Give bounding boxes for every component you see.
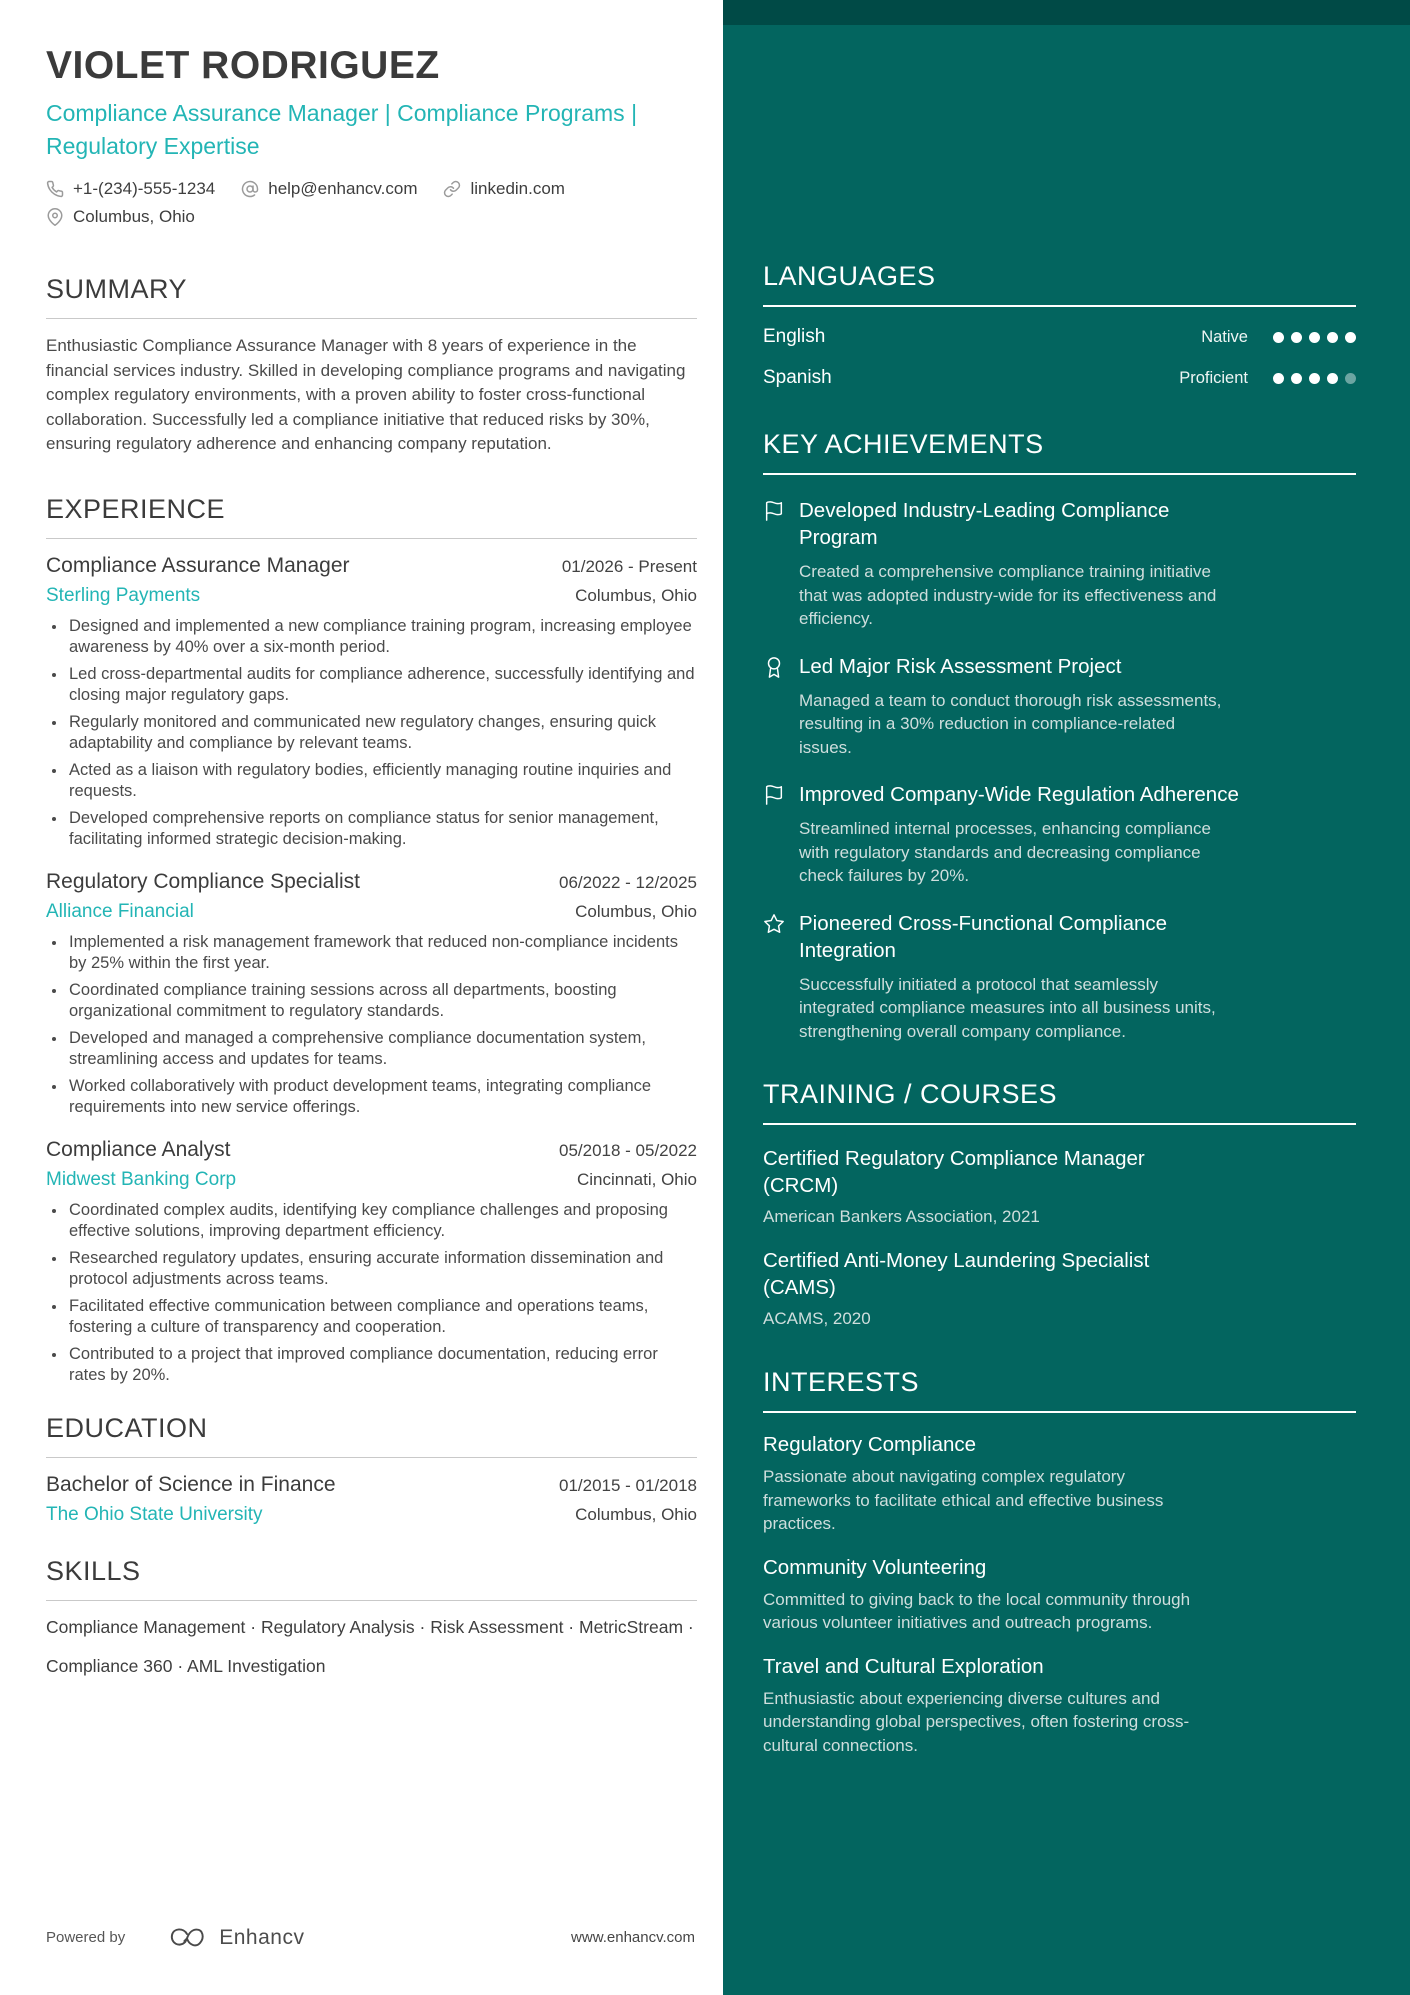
training-heading: TRAINING / COURSES [763,1079,1058,1109]
job-location: Columbus, Ohio [575,901,697,921]
section-divider [46,318,697,319]
sidebar-top-strip [723,0,1410,25]
job-bullet: • Designed and implemented a new compliance training program, increasing employee awareness by 40% over a six-month period. [67,616,697,659]
job-bullet: • Developed and managed a comprehensive compliance documentation system, streamlining access and updates for teams. [67,1028,697,1071]
skills-list-line: Compliance Management · Regulatory Analysis · Risk Assessment · MetricStream · [46,1616,694,1637]
summary-heading: SUMMARY [46,274,188,304]
job-bullet: • Regularly monitored and communicated new regulatory changes, ensuring quick adaptability and compliance by relevant teams. [67,712,697,755]
phone-item[interactable] [46,179,215,199]
flag-icon [763,497,787,631]
language-level: Native [1201,327,1248,346]
link-icon [443,180,461,198]
interests-heading: INTERESTS [763,1367,920,1397]
section-divider [763,1123,1356,1125]
section-divider [763,473,1356,475]
job-bullet: • Developed comprehensive reports on compliance status for senior management, facilitating informed strategic decision-making. [67,808,697,851]
section-divider [763,305,1356,307]
interest-item [763,1556,1356,1635]
job-dates: 06/2022 - 12/2025 [558,872,697,892]
languages-heading: LANGUAGES [763,261,936,291]
achievement-title: Pioneered Cross-Functional Compliance Integration [799,911,1168,962]
course-title: Certified Regulatory Compliance Manager (CRCM) [763,1147,1145,1197]
phone-number: +1-(234)-555-1234 [73,179,216,198]
language-row [763,326,1356,348]
job-bullet: • Contributed to a project that improved compliance documentation, reducing error rates by 20%. [67,1344,697,1387]
job-bullet: • Coordinated complex audits, identifying key compliance challenges and proposing effective solutions, improving department efficiency. [67,1200,697,1243]
achievement-text: Streamlined internal processes, enhancing compliance with regulatory standards and decreasing compliance check failures by 20%. [799,819,1212,885]
flag-icon [763,781,787,888]
language-row [763,367,1356,389]
education-heading: EDUCATION [46,1412,208,1443]
interest-title: Community Volunteering [763,1555,987,1579]
education-section [46,1413,697,1526]
section-divider [763,1411,1356,1413]
course-item [763,1145,1356,1227]
skills-section [46,1556,697,1677]
achievement-item [763,910,1356,1044]
enhancv-logo [165,1924,209,1951]
language-proficiency-dots [1266,373,1356,384]
job-title: Compliance Assurance Manager [46,553,350,577]
interest-text: Enthusiastic about experiencing diverse cultures and understanding global perspectives, often fostering cross-cultural connections. [763,1688,1190,1755]
company-name: Sterling Payments [46,584,201,606]
company-name: Midwest Banking Corp [46,1168,237,1190]
job-bullet: • Researched regulatory updates, ensuring accurate information dissemination and protocol adjustments across teams. [67,1248,697,1291]
location-text: Columbus, Ohio [73,207,195,226]
experience-section [46,494,697,1387]
section-divider [46,1457,697,1458]
website-link[interactable]: www.enhancv.com [571,1929,695,1946]
location-item [46,207,195,227]
school-name: The Ohio State University [46,1503,263,1525]
job-location: Columbus, Ohio [575,585,697,605]
email-item[interactable] [241,179,417,199]
experience-heading: EXPERIENCE [46,493,226,524]
job-dates: 05/2018 - 05/2022 [558,1140,697,1160]
linkedin-item[interactable] [443,179,565,199]
job-title: Compliance Analyst [46,1137,231,1161]
interest-item [763,1655,1356,1758]
candidate-headline: Compliance Assurance Manager | Compliance Programs | Regulatory Expertise [46,100,638,159]
achievements-section [763,429,1356,1043]
interest-text: Passionate about navigating complex regulatory frameworks to facilitate ethical and effective business practices. [763,1467,1164,1533]
achievement-item [763,781,1356,888]
course-title: Certified Anti-Money Laundering Specialist (CAMS) [763,1249,1150,1299]
star-icon [763,910,787,1044]
achievements-heading: KEY ACHIEVEMENTS [763,429,1044,459]
interest-text: Committed to giving back to the local community through various volunteer initiatives and outreach programs. [763,1589,1191,1632]
achievement-item [763,497,1356,631]
section-divider [46,538,697,539]
job-bullets [46,1200,697,1387]
at-sign-icon [241,180,259,198]
course-item [763,1247,1356,1329]
course-organization: American Bankers Association, 2021 [763,1207,1040,1226]
achievement-text: Managed a team to conduct thorough risk assessments, resulting in a 30% reduction in compliance-related issues. [799,690,1222,757]
footer [46,1924,695,1951]
skills-heading: SKILLS [46,1555,141,1586]
contact-info [46,179,697,227]
job-bullet: • Facilitated effective communication between compliance and operations teams, fostering a culture of transparency and cooperation. [67,1296,697,1339]
sidebar [723,0,1410,1995]
job-bullets [46,932,697,1119]
candidate-name: VIOLET RODRIGUEZ [46,44,440,87]
contact-row-1 [46,179,697,199]
medal-icon [763,653,787,760]
sidebar-content [723,261,1410,1797]
education-location: Columbus, Ohio [575,1504,697,1524]
job-title: Regulatory Compliance Specialist [46,869,360,893]
phone-icon [46,180,64,198]
achievement-title: Developed Industry-Leading Compliance Program [799,499,1170,549]
course-organization: ACAMS, 2020 [763,1309,871,1328]
interest-title: Regulatory Compliance [763,1433,977,1456]
job-bullet: • Acted as a liaison with regulatory bodies, efficiently managing routine inquiries and requests. [67,760,697,803]
achievement-title: Improved Company-Wide Regulation Adherence [799,783,1239,806]
education-dates: 01/2015 - 01/2018 [558,1475,697,1495]
languages-section [763,261,1356,389]
language-level: Proficient [1179,368,1248,387]
email-address: help@enhancv.com [268,179,418,198]
achievement-item [763,653,1356,760]
education-entry [46,1473,697,1526]
company-name: Alliance Financial [46,900,194,922]
language-name: English [763,326,826,347]
linkedin-url: linkedin.com [470,179,565,198]
degree-title: Bachelor of Science in Finance [46,1472,336,1496]
achievement-text: Successfully initiated a protocol that seamlessly integrated compliance measures into all business units, strengthening overall company compliance. [799,974,1216,1041]
achievement-text: Created a comprehensive compliance training initiative that was adopted industry-wide for its effectiveness and efficiency. [799,562,1217,628]
contact-row-2 [46,207,697,227]
job-bullet: • Worked collaboratively with product development teams, integrating compliance requirements into new service offerings. [67,1076,697,1119]
enhancv-wordmark: Enhancv [219,1925,305,1949]
skills-list-line: Compliance 360 · AML Investigation [46,1655,326,1676]
job-bullet: • Implemented a risk management framework that reduced non-compliance incidents by 25% within the first year. [67,932,697,975]
interests-section [763,1367,1356,1757]
job-entry [46,554,697,851]
interest-title: Travel and Cultural Exploration [763,1654,1044,1678]
location-pin-icon [46,208,64,226]
language-proficiency-dots [1266,332,1356,343]
job-bullet: • Coordinated compliance training sessions across all departments, boosting organizational commitment to regulatory standards. [67,980,697,1023]
training-section [763,1079,1356,1329]
job-location: Cincinnati, Ohio [576,1169,697,1189]
summary-section [46,274,697,457]
language-name: Spanish [763,367,832,388]
job-dates: 01/2026 - Present [561,556,697,576]
achievement-title: Led Major Risk Assessment Project [799,654,1122,678]
job-entry [46,1138,697,1387]
job-entry [46,870,697,1119]
job-bullet: • Led cross-departmental audits for compliance adherence, successfully identifying and closing major regulatory gaps. [67,664,697,707]
summary-text: Enthusiastic Compliance Assurance Manager with 8 years of experience in the financial services industry. Skilled in developing compliance programs and navigating complex regulatory environments, with a proven ability to foster cross-functional collaboration. Successfully led a compliance initiative that reduced risks by 30%, ensuring regulatory adherence and enhancing company reputation. [46,336,686,453]
powered-by-label: Powered by [46,1929,126,1946]
job-bullets [46,616,697,851]
section-divider [46,1600,697,1601]
interest-item [763,1433,1356,1536]
